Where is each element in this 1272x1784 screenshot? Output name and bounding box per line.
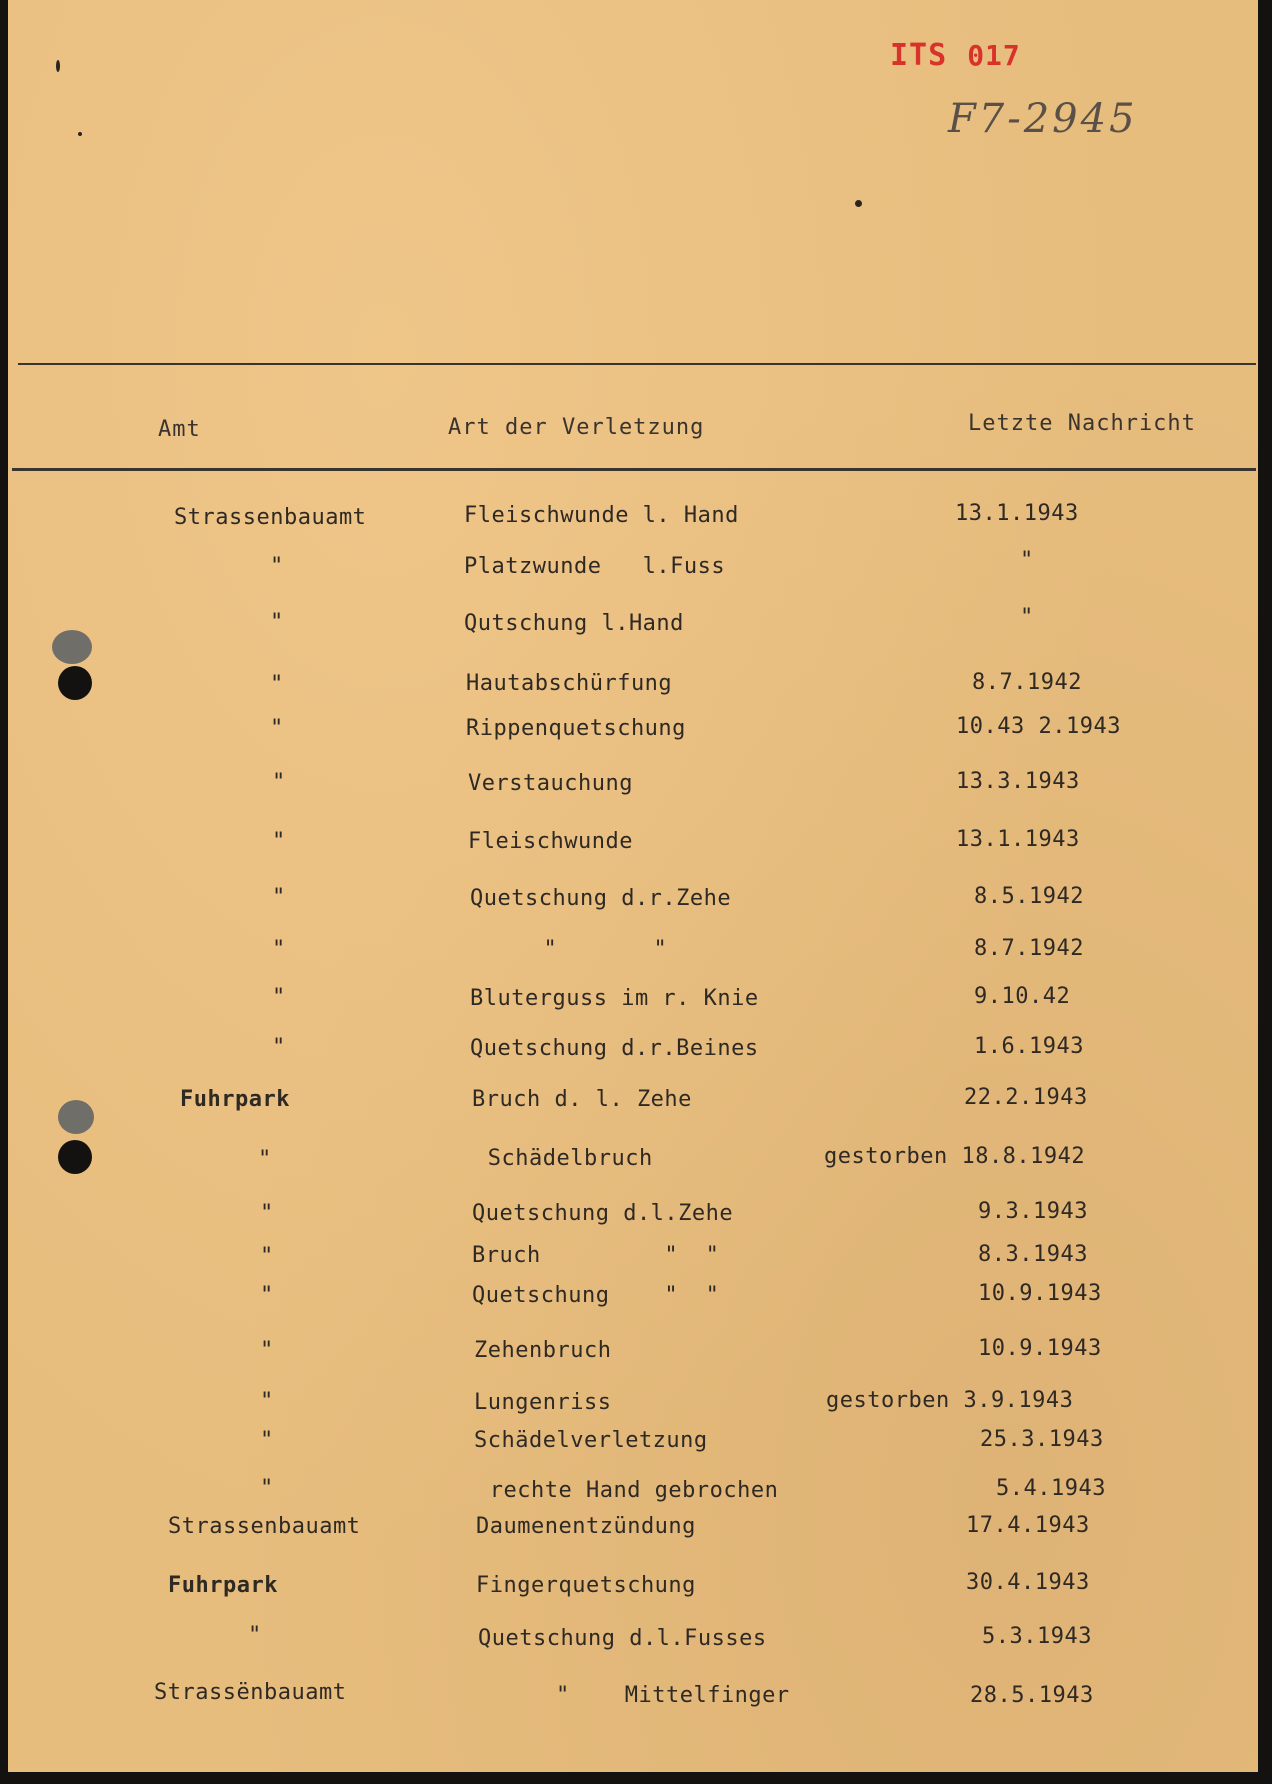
cell-amt: Fuhrpark <box>168 1573 278 1598</box>
cell-amt: Fuhrpark <box>180 1087 290 1112</box>
cell-nachricht: 10.9.1943 <box>978 1281 1102 1306</box>
handwritten-reference: F7-2945 <box>948 96 1138 142</box>
cell-amt: " <box>270 554 284 579</box>
cell-verletzung: Quetschung d.l.Zehe <box>472 1201 734 1226</box>
cell-verletzung: Quetschung d.r.Zehe <box>470 886 732 911</box>
cell-verletzung: Platzwunde l.Fuss <box>464 554 726 579</box>
cell-nachricht: 10.43 2.1943 <box>956 714 1121 739</box>
cell-amt: " <box>260 1428 274 1453</box>
cell-nachricht: 9.10.42 <box>974 984 1071 1009</box>
cell-amt: " <box>260 1201 274 1226</box>
cell-nachricht: 13.3.1943 <box>956 769 1080 794</box>
cell-amt: " <box>272 829 286 854</box>
cell-nachricht: 22.2.1943 <box>964 1085 1088 1110</box>
cell-verletzung: Zehenbruch <box>474 1338 612 1363</box>
cell-amt: " <box>270 672 284 697</box>
cell-verletzung: Bluterguss im r. Knie <box>470 986 759 1011</box>
ink-speck <box>78 132 82 136</box>
cell-nachricht: 8.3.1943 <box>978 1242 1088 1267</box>
stamp-number: 017 <box>967 39 1021 72</box>
table-top-rule <box>18 363 1256 365</box>
header-letzte-nachricht: Letzte Nachricht <box>968 411 1196 436</box>
cell-verletzung: " Mittelfinger <box>556 1683 790 1708</box>
cell-nachricht: 10.9.1943 <box>978 1336 1102 1361</box>
cell-verletzung: Fleischwunde <box>468 829 633 854</box>
cell-nachricht: 17.4.1943 <box>966 1513 1090 1538</box>
document-page <box>8 0 1258 1772</box>
cell-amt: " <box>260 1244 274 1269</box>
cell-nachricht: 9.3.1943 <box>978 1199 1088 1224</box>
cell-amt: " <box>272 937 286 962</box>
cell-amt: " <box>272 985 286 1010</box>
cell-amt: " <box>270 610 284 635</box>
punch-hole <box>58 1100 94 1134</box>
cell-verletzung: Fingerquetschung <box>476 1573 696 1598</box>
its-stamp <box>890 38 1021 73</box>
header-amt: Amt <box>158 417 201 442</box>
cell-amt: " <box>260 1283 274 1308</box>
cell-nachricht: 28.5.1943 <box>970 1683 1094 1708</box>
cell-nachricht: gestorben 3.9.1943 <box>826 1388 1074 1413</box>
cell-nachricht: 25.3.1943 <box>980 1427 1104 1452</box>
cell-verletzung: Verstauchung <box>468 771 633 796</box>
cell-amt: " <box>272 885 286 910</box>
cell-nachricht: 1.6.1943 <box>974 1034 1084 1059</box>
cell-nachricht: 5.4.1943 <box>996 1476 1106 1501</box>
cell-verletzung: Quetschung " " <box>472 1283 720 1308</box>
cell-verletzung: Lungenriss <box>474 1390 612 1415</box>
cell-nachricht: 13.1.1943 <box>956 827 1080 852</box>
cell-verletzung: Schädelbruch <box>474 1146 653 1171</box>
header-art-der-verletzung: Art der Verletzung <box>448 415 705 440</box>
punch-hole <box>58 1140 92 1174</box>
cell-verletzung: Qutschung l.Hand <box>464 611 684 636</box>
cell-amt: " <box>260 1338 274 1363</box>
cell-verletzung: " " <box>516 937 668 962</box>
cell-verletzung: Fleischwunde l. Hand <box>464 503 739 528</box>
cell-amt: " <box>270 716 284 741</box>
cell-verletzung: Daumenentzündung <box>476 1514 696 1539</box>
cell-amt: " <box>272 770 286 795</box>
cell-amt: Strassënbauamt <box>154 1680 347 1705</box>
cell-nachricht: 13.1.1943 <box>955 501 1079 526</box>
cell-amt: " <box>258 1147 272 1172</box>
cell-verletzung: rechte Hand gebrochen <box>476 1478 779 1503</box>
cell-amt: " <box>248 1623 262 1648</box>
cell-verletzung: Bruch d. l. Zehe <box>472 1087 692 1112</box>
cell-nachricht: gestorben 18.8.1942 <box>824 1144 1086 1169</box>
cell-amt: " <box>260 1476 274 1501</box>
cell-amt: Strassenbauamt <box>174 505 367 530</box>
cell-verletzung: Quetschung d.r.Beines <box>470 1036 759 1061</box>
stamp-label: ITS <box>890 38 948 73</box>
cell-amt: " <box>260 1389 274 1414</box>
cell-nachricht: 8.5.1942 <box>974 884 1084 909</box>
cell-nachricht: 5.3.1943 <box>982 1624 1092 1649</box>
cell-nachricht: 8.7.1942 <box>974 936 1084 961</box>
cell-amt: Strassenbauamt <box>168 1514 361 1539</box>
cell-nachricht: 30.4.1943 <box>966 1570 1090 1595</box>
ink-speck <box>855 200 862 207</box>
cell-verletzung: Rippenquetschung <box>466 716 686 741</box>
cell-verletzung: Schädelverletzung <box>474 1428 708 1453</box>
table-header-rule <box>12 468 1256 471</box>
cell-verletzung: Quetschung d.l.Fusses <box>478 1626 767 1651</box>
cell-verletzung: Hautabschürfung <box>466 671 673 696</box>
cell-amt: " <box>272 1035 286 1060</box>
punch-hole <box>52 630 92 664</box>
cell-nachricht: 8.7.1942 <box>972 670 1082 695</box>
cell-nachricht: " <box>1020 605 1034 630</box>
punch-hole <box>58 666 92 700</box>
ink-speck <box>56 60 60 72</box>
cell-nachricht: " <box>1020 548 1034 573</box>
cell-verletzung: Bruch " " <box>472 1243 720 1268</box>
